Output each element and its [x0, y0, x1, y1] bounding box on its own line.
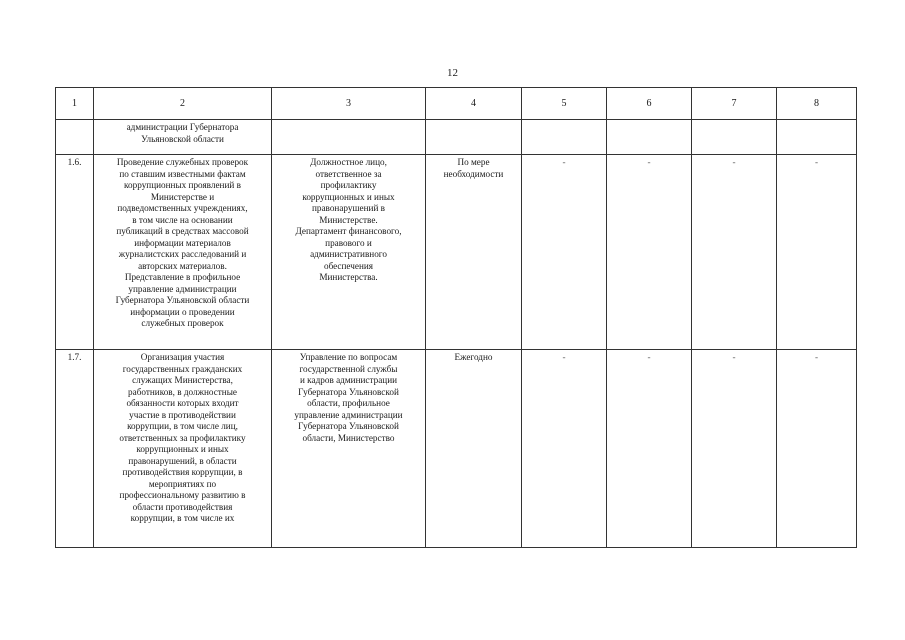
header-cell: 1	[56, 88, 94, 120]
term-line: По мере	[457, 157, 490, 167]
description-line: коррупционных и иных	[136, 444, 229, 454]
responsible-line: ответственное за	[315, 168, 382, 179]
value-cell: -	[692, 350, 777, 548]
table-row	[56, 155, 857, 350]
value-cell: -	[607, 350, 692, 548]
value-cell: -	[692, 155, 777, 350]
continuation-row	[56, 120, 857, 155]
responsible-line: и кадров администрации	[299, 375, 398, 385]
value-cell: -	[777, 155, 857, 350]
value-cell: -	[522, 350, 607, 548]
responsible-line: Министерстве.	[319, 214, 378, 225]
measures-table	[55, 87, 857, 548]
responsible-line: административного	[310, 249, 387, 259]
num-cell: 1.6.	[56, 155, 94, 350]
description-line: управление администрации	[128, 283, 237, 294]
num-cell: 1.7.	[56, 350, 94, 548]
description-line: ответственных за профилактику	[119, 432, 246, 443]
table-row	[56, 350, 857, 548]
description-line: в том числе на основании	[132, 214, 233, 225]
value-cell	[607, 120, 692, 155]
description-line: информации материалов	[134, 237, 231, 248]
description-line: Проведение служебных проверок	[116, 157, 249, 167]
description-line: Губернатора Ульяновской области	[115, 295, 250, 305]
description-line: Представление в профильное	[124, 272, 241, 282]
responsible-line: области, Министерство	[302, 432, 395, 443]
responsible-line: Губернатора Ульяновской	[298, 386, 399, 397]
description-line: государственных гражданских	[122, 363, 243, 374]
term-line: Ежегодно	[454, 352, 493, 362]
responsible-line: Министерства.	[319, 272, 378, 282]
description-line: по ставшим известными фактам	[119, 168, 246, 179]
header-cell: 7	[692, 88, 777, 120]
value-cell	[522, 120, 607, 155]
header-cell: 2	[94, 88, 272, 120]
description-line: коррупционных проявлений в	[124, 180, 241, 190]
value-cell: -	[522, 155, 607, 350]
responsible-line: профилактику	[320, 180, 377, 190]
value-cell	[777, 120, 857, 155]
value-cell: -	[607, 155, 692, 350]
description-line: Министерстве и	[150, 191, 215, 202]
description-line: авторских материалов.	[138, 260, 227, 271]
description-line: работников, в должностные	[128, 386, 237, 397]
description-cell	[94, 120, 272, 155]
description-line: противодействия коррупции, в	[122, 467, 243, 477]
header-cell: 8	[777, 88, 857, 120]
num-cell	[56, 120, 94, 155]
description-line: Организация участия	[140, 352, 225, 362]
description-line: коррупции, в том числе лиц,	[127, 421, 238, 431]
term-cell	[426, 350, 522, 548]
term-cell	[426, 155, 522, 350]
description-cell	[94, 350, 272, 548]
description-line: журналистских расследований и	[118, 249, 247, 259]
responsible-cell	[272, 120, 426, 155]
responsible-line: правонарушений в	[311, 203, 386, 213]
description-line: области противодействия	[132, 501, 233, 512]
responsible-cell	[272, 155, 426, 350]
value-cell	[692, 120, 777, 155]
value-cell: -	[777, 350, 857, 548]
description-line: служащих Министерства,	[132, 375, 233, 385]
header-cell: 5	[522, 88, 607, 120]
description-line: правонарушений, в области	[128, 455, 237, 466]
responsible-cell	[272, 350, 426, 548]
responsible-line: Должностное лицо,	[310, 157, 387, 167]
responsible-line: Губернатора Ульяновской	[298, 421, 399, 431]
description-line: служебных проверок	[141, 318, 224, 328]
description-line: профессиональному развитию в	[119, 490, 246, 500]
responsible-line: управление администрации	[294, 409, 403, 420]
responsible-line: государственной службы	[299, 363, 398, 374]
description-line: Ульяновской области	[141, 133, 224, 144]
term-cell	[426, 120, 522, 155]
responsible-line: правового и	[325, 237, 372, 248]
term-line: необходимости	[443, 168, 504, 179]
description-line: публикаций в средствах массовой	[116, 226, 249, 236]
responsible-line: коррупционных и иных	[302, 191, 395, 202]
responsible-line: области, профильное	[307, 398, 390, 408]
description-line: коррупции, в том числе их	[130, 513, 235, 523]
header-cell: 3	[272, 88, 426, 120]
header-cell: 4	[426, 88, 522, 120]
header-row	[56, 88, 857, 120]
description-line: администрации Губернатора	[126, 122, 239, 132]
responsible-line: обеспечения	[323, 260, 374, 271]
description-line: подведомственных учреждениях,	[117, 203, 248, 213]
page-number: 12	[447, 67, 458, 79]
responsible-line: Департамент финансового,	[295, 226, 402, 236]
description-cell	[94, 155, 272, 350]
description-line: информации о проведении	[130, 306, 235, 317]
responsible-line: Управление по вопросам	[299, 352, 398, 362]
description-line: мероприятиях по	[148, 478, 217, 489]
header-cell: 6	[607, 88, 692, 120]
description-line: участие в противодействии	[129, 409, 236, 420]
description-line: обязанности которых входит	[126, 398, 239, 408]
